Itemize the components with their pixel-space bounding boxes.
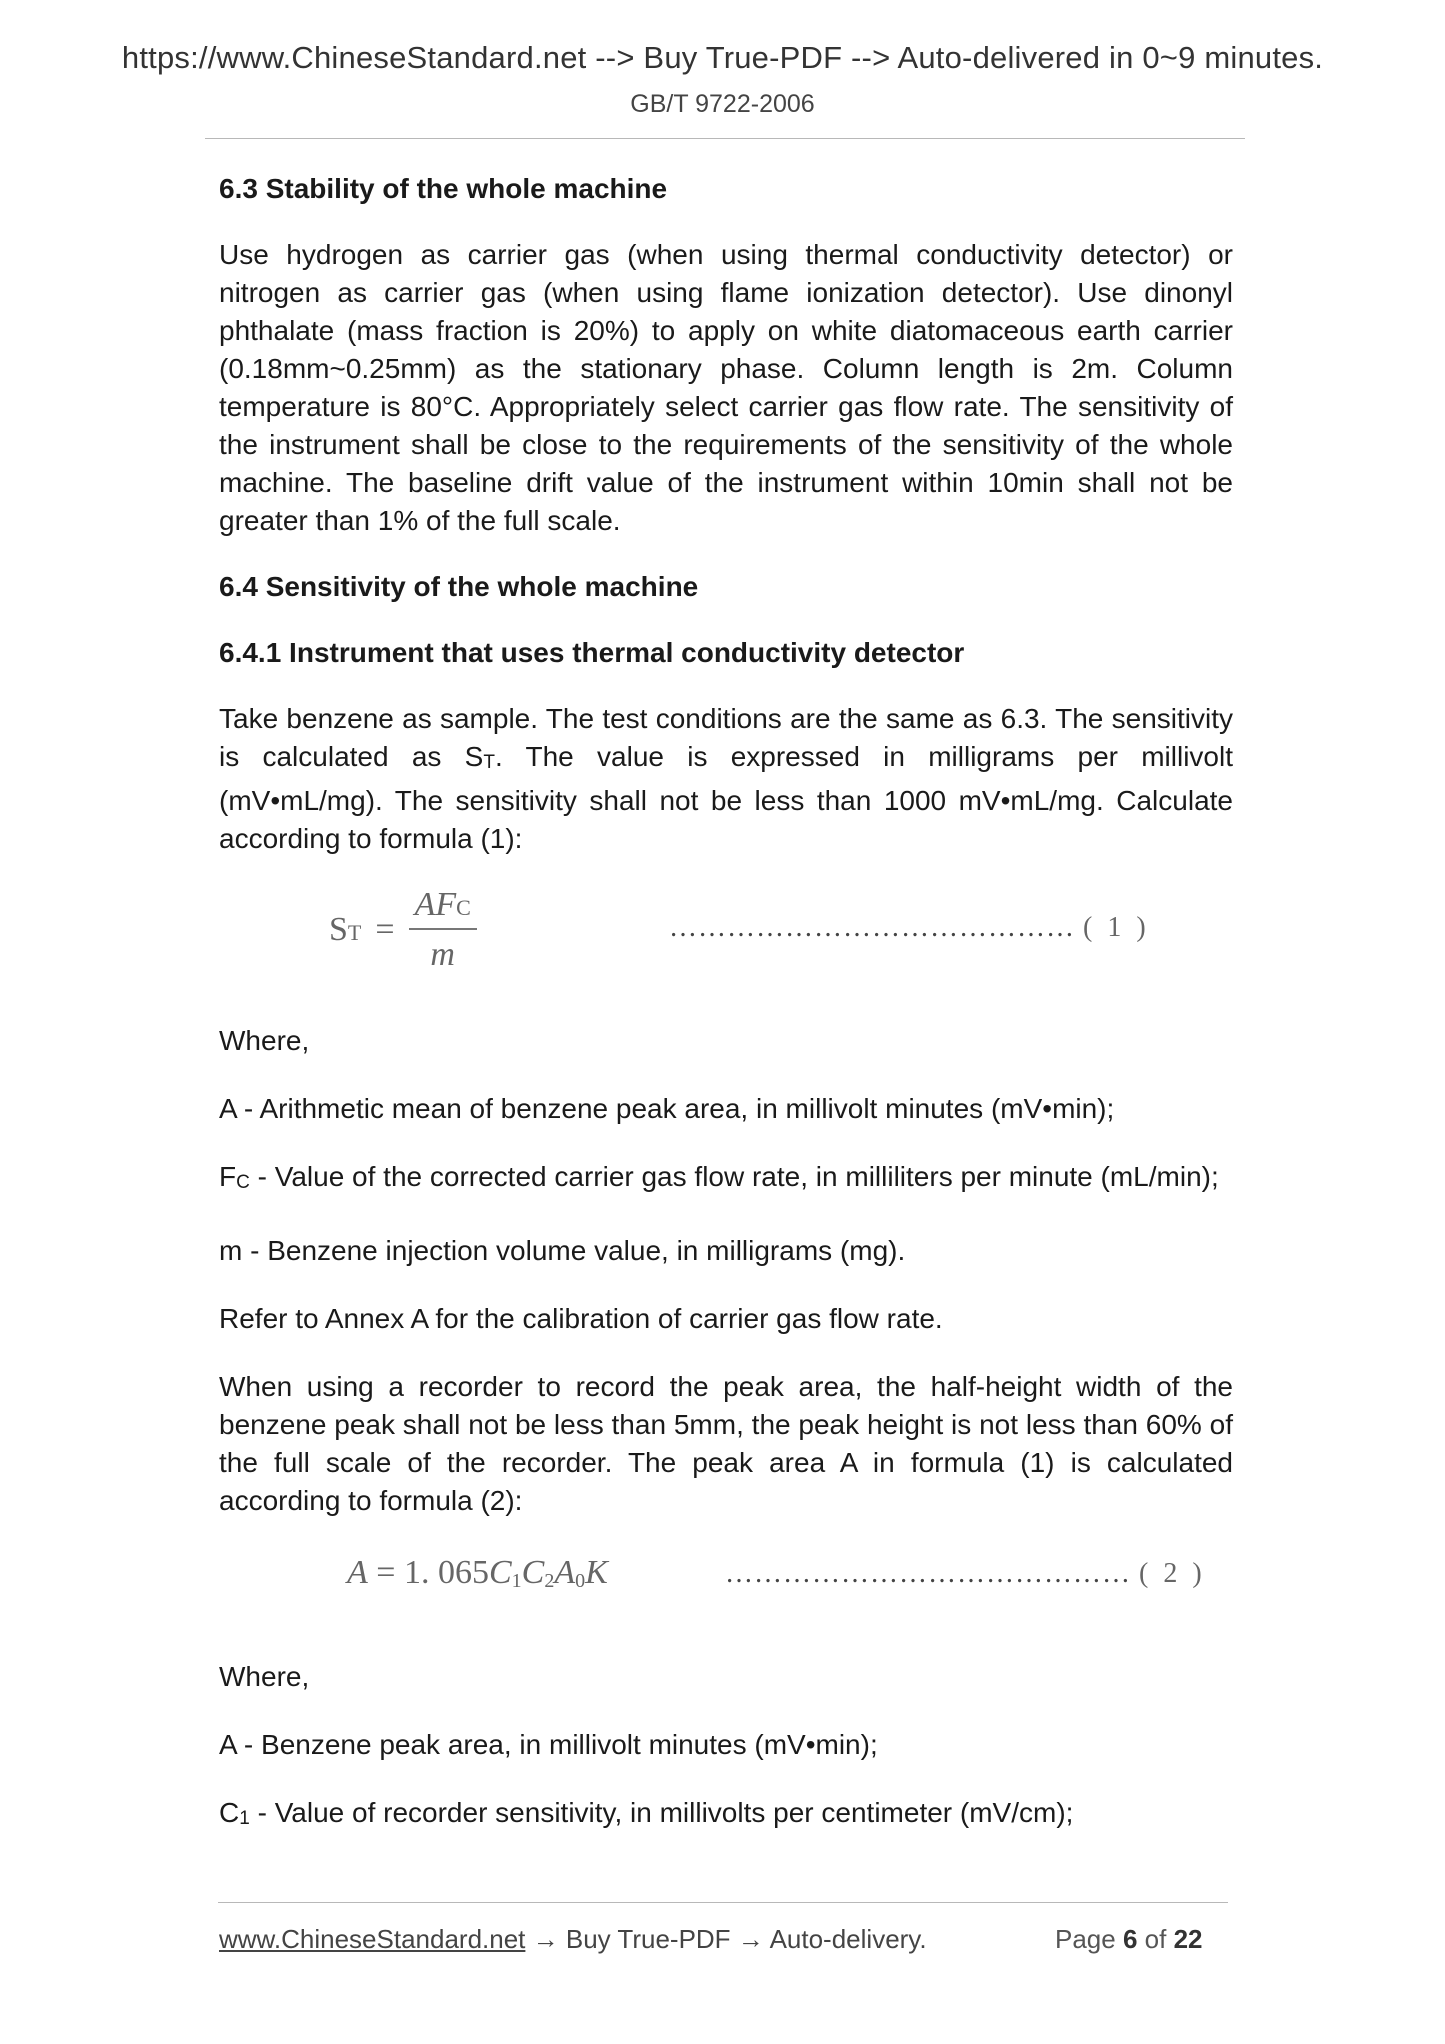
where-2-item-a: A - Benzene peak area, in millivolt minutes (mV•min); — [219, 1729, 878, 1760]
paragraph-text: Take benzene as sample. The test conditions are the same as 6.3. The sensitivity is calculated as S — [219, 703, 1233, 772]
formula-2 — [219, 1548, 1233, 1610]
annex-reference: Refer to Annex A for the calibration of carrier gas flow rate. — [219, 1303, 943, 1334]
formula-1-number: ( 1 ) — [1083, 912, 1150, 943]
where-1-item-a: A - Arithmetic mean of benzene peak area, in millivolt minutes (mV•min); — [219, 1093, 1115, 1124]
where-1-item-fc: FC - Value of the corrected carrier gas flow rate, in milliliters per minute (mL/min); — [219, 1161, 1219, 1193]
section-6-4-1-paragraph — [219, 700, 1233, 858]
standard-number: GB/T 9722-2006 — [630, 90, 815, 118]
formula-1 — [219, 886, 1233, 986]
section-6-3-heading: 6.3 Stability of the whole machine — [219, 173, 668, 204]
formula-1-equals: = — [375, 911, 395, 948]
footer-divider — [218, 1902, 1228, 1903]
where-2-label: Where, — [219, 1661, 310, 1692]
section-6-3-paragraph: Use hydrogen as carrier gas (when using thermal conductivity detector) or nitrogen as carrier gas (when using flame ionization detector). Use dinonyl phthalate (mass fraction is 20%) to apply on white diatomaceous earth carrier (0.18mm~0.25mm) as the stationary phase. Column length is 2m. Column temperature is 80°C. Appropriately select carrier gas flow rate. The sensitivity of the instrument shall be close to the requirements of the sensitivity of the whole machine. The baseline drift value of the instrument within 10min shall not be greater than 1% of the full scale. — [219, 239, 1233, 536]
footer-site-link[interactable]: www.ChineseStandard.net — [219, 1924, 526, 1954]
footer-left — [219, 1924, 927, 1955]
page-body — [219, 170, 1233, 1868]
formula-2-expression: A = 1. 065C1C2A0K — [347, 1554, 608, 1592]
recorder-paragraph: When using a recorder to record the peak area, the half-height width of the benzene peak shall not be less than 5mm, the peak height is not less than 60% of the full scale of the recorder. The peak area A in formula (1) is calculated according to formula (2): — [219, 1371, 1233, 1516]
header-url-line: https://www.ChineseStandard.net --> Buy True-PDF --> Auto-delivered in 0~9 minutes. — [121, 40, 1324, 75]
formula-2-leader: …………………………………… ( 2 ) — [725, 1558, 1206, 1589]
formula-1-fraction — [409, 886, 477, 974]
formula-1-expression — [329, 886, 477, 974]
formula-1-numerator: AFC — [409, 886, 477, 930]
where-1-label: Where, — [219, 1025, 310, 1056]
where-1-item-m: m - Benzene injection volume value, in milligrams (mg). — [219, 1235, 906, 1266]
footer-tagline: → Buy True-PDF → Auto-delivery. — [525, 1924, 927, 1954]
subscript: T — [483, 752, 495, 773]
formula-2-number: ( 2 ) — [1139, 1558, 1206, 1589]
section-6-4-heading: 6.4 Sensitivity of the whole machine — [219, 571, 699, 602]
formula-1-denominator: m — [430, 936, 455, 973]
section-6-4-1-heading: 6.4.1 Instrument that uses thermal conductivity detector — [219, 637, 965, 668]
header-divider — [205, 138, 1245, 139]
where-2-item-c1: C1 - Value of recorder sensitivity, in millivolts per centimeter (mV/cm); — [219, 1797, 1074, 1829]
formula-1-lhs: ST — [329, 911, 362, 948]
paragraph-text: . The value is expressed in milligrams per millivolt (mV•mL/mg). The sensitivity shall not be less than 1000 mV•mL/mg. Calculate according to formula (1): — [219, 741, 1234, 854]
formula-1-leader: …………………………………… ( 1 ) — [669, 912, 1150, 943]
page-indicator: Page 6 of 22 — [1055, 1924, 1203, 1954]
